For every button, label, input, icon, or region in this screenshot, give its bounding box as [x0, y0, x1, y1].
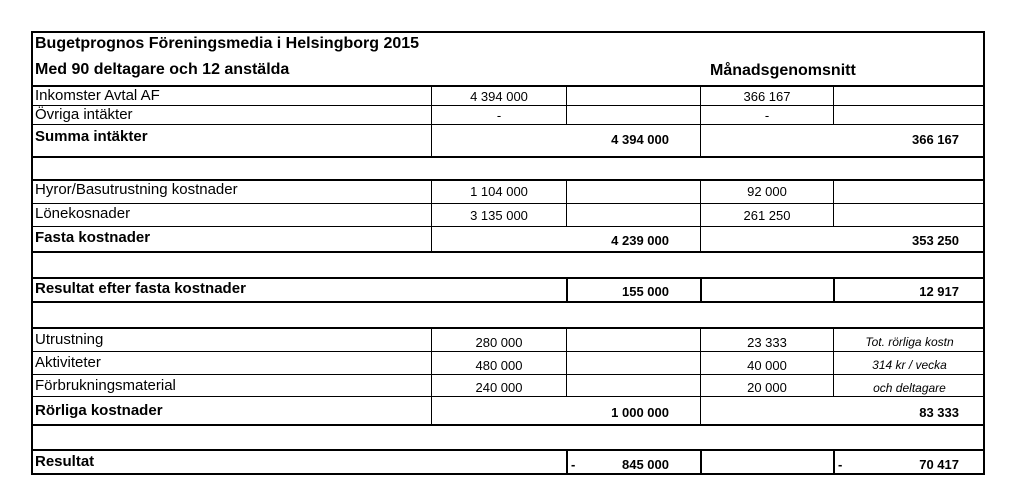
- year-value: 240 000: [475, 380, 523, 395]
- result-month: 70 417: [919, 457, 959, 472]
- result-year: 845 000: [622, 457, 669, 472]
- variable-note-line-1: Tot. rörliga kostn: [865, 335, 954, 349]
- result-year-sign: -: [571, 457, 576, 472]
- year-value: 4 394 000: [470, 89, 528, 104]
- month-value: 40 000: [747, 358, 787, 373]
- year-value: 3 135 000: [470, 208, 528, 223]
- total-year: 4 239 000: [611, 233, 669, 248]
- year-value: 1 104 000: [470, 184, 528, 199]
- monthly-header: Månadsgenomsnitt: [710, 62, 856, 79]
- total-month: 353 250: [912, 233, 959, 248]
- total-label: Rörliga kostnader: [35, 402, 163, 419]
- year-value: 480 000: [475, 358, 523, 373]
- month-value: 92 000: [747, 184, 787, 199]
- row-label: Aktiviteter: [35, 354, 101, 371]
- row-label: Förbrukningsmaterial: [35, 377, 176, 394]
- total-month: 83 333: [919, 405, 959, 420]
- result-month-sign: -: [838, 457, 843, 472]
- variable-note-line-2: 314 kr / vecka: [872, 358, 947, 372]
- variable-note-line-3: och deltagare: [873, 381, 946, 395]
- after-fixed-label: Resultat efter fasta kostnader: [35, 280, 246, 297]
- total-label: Summa intäkter: [35, 128, 148, 145]
- total-year: 4 394 000: [611, 132, 669, 147]
- title-line-2: Med 90 deltagare och 12 anstälda: [35, 61, 290, 78]
- budget-table: [31, 31, 985, 475]
- after-fixed-year: 155 000: [622, 284, 669, 299]
- month-value: 23 333: [747, 335, 787, 350]
- row-label: Övriga intäkter: [35, 106, 133, 123]
- row-label: Utrustning: [35, 331, 104, 348]
- year-value: -: [496, 108, 502, 123]
- result-label: Resultat: [35, 453, 95, 470]
- row-label: Lönekosnader: [35, 205, 131, 222]
- year-value: 280 000: [475, 335, 523, 350]
- row-label: Inkomster Avtal AF: [35, 87, 160, 104]
- month-value: 366 167: [743, 89, 791, 104]
- row-label: Hyror/Basutrustning kostnader: [35, 181, 238, 198]
- month-value: 261 250: [743, 208, 791, 223]
- month-value: -: [764, 108, 770, 123]
- month-value: 20 000: [747, 380, 787, 395]
- total-label: Fasta kostnader: [35, 229, 151, 246]
- title-line-1: Bugetprognos Föreningsmedia i Helsingborg 2015: [35, 35, 420, 52]
- after-fixed-month: 12 917: [919, 284, 959, 299]
- total-month: 366 167: [912, 132, 959, 147]
- total-year: 1 000 000: [611, 405, 669, 420]
